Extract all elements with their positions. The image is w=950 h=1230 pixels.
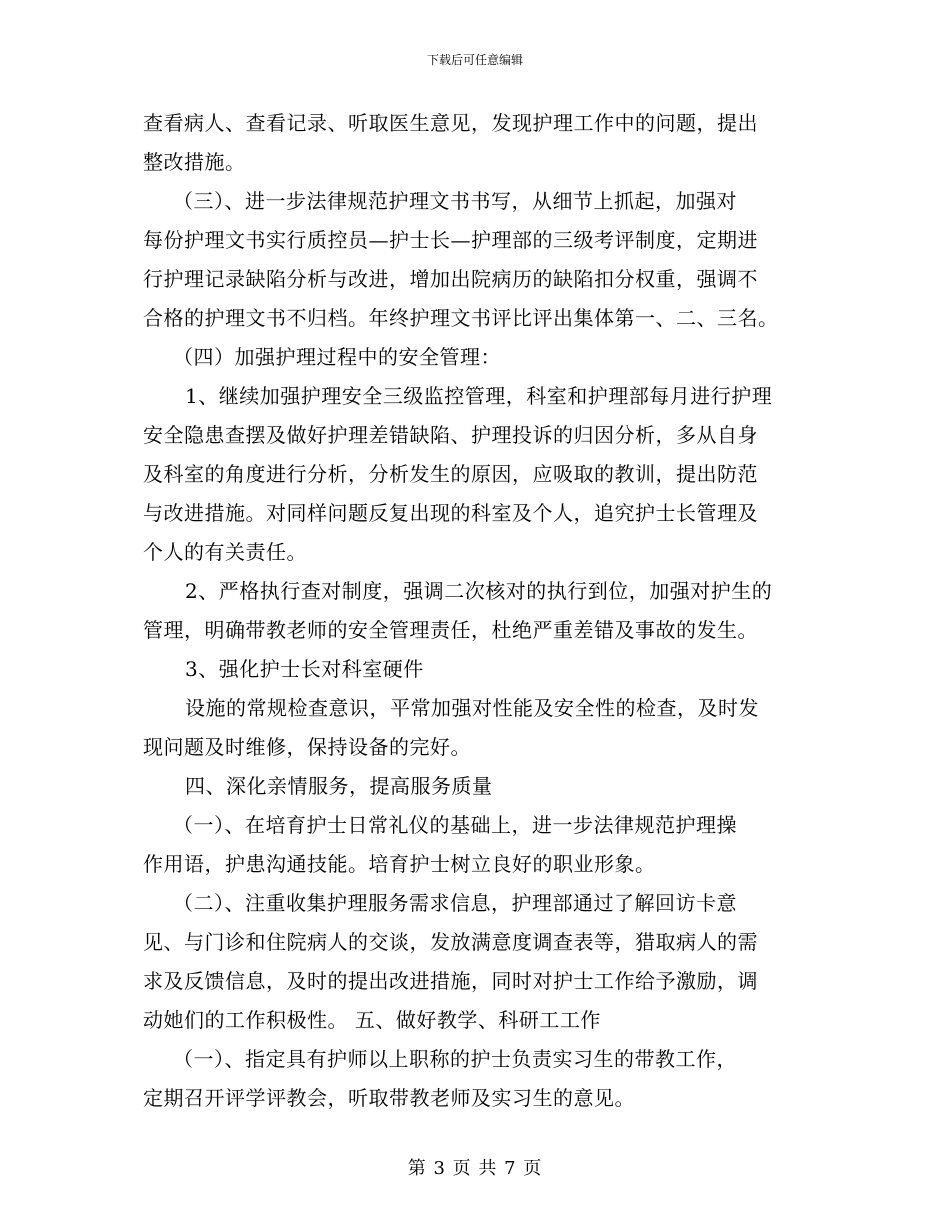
paragraph-line: 整改措施。: [143, 150, 246, 174]
paragraph-line: 动她们的工作积极性。 五、做好教学、科研工工作: [143, 1008, 601, 1032]
paragraph-line: 作用语，护患沟通技能。培育护士树立良好的职业形象。: [143, 852, 656, 876]
paragraph-line: 现问题及时维修，保持设备的完好。: [143, 735, 471, 759]
page-header: 下载后可任意编辑: [426, 53, 523, 67]
paragraph-line: 个人的有关责任。: [143, 540, 307, 564]
paragraph-line: （三）、进一步法律规范护理文书书写，从细节上抓起，加强对: [173, 189, 737, 213]
section-heading: 四、深化亲情服务，提高服务质量: [185, 774, 493, 798]
paragraph-line: 查看病人、查看记录、听取医生意见，发现护理工作中的问题，提出: [143, 111, 758, 135]
paragraph-line: 3、强化护士长对科室硬件: [185, 657, 424, 681]
paragraph-line: （一）、指定具有护师以上职称的护士负责实习生的带教工作，: [173, 1047, 737, 1071]
paragraph-line: 1、继续加强护理安全三级监控管理，科室和护理部每月进行护理: [185, 384, 773, 408]
page-footer: 第 3 页 共 7 页: [407, 1158, 543, 1179]
document-body: [143, 104, 811, 1118]
paragraph-line: 见、与门诊和住院病人的交谈，发放满意度调查表等，猎取病人的需: [143, 930, 758, 954]
paragraph-line: 求及反馈信息，及时的提出改进措施，同时对护士工作给予激励，调: [143, 969, 758, 993]
paragraph-line: 安全隐患查摆及做好护理差错缺陷、护理投诉的归因分析，多从自身: [143, 423, 758, 447]
section-heading: （四）加强护理过程中的安全管理：: [173, 345, 501, 369]
paragraph-line: 行护理记录缺陷分析与改进，增加出院病历的缺陷扣分权重，强调不: [143, 267, 758, 291]
paragraph-line: 设施的常规检查意识，平常加强对性能及安全性的检查，及时发: [185, 696, 759, 720]
paragraph-line: 定期召开评学评教会，听取带教老师及实习生的意见。: [143, 1086, 635, 1110]
paragraph-line: 每份护理文书实行质控员—护士长—护理部的三级考评制度，定期进: [143, 228, 758, 252]
paragraph-line: 及科室的角度进行分析，分析发生的原因，应吸取的教训，提出防范: [143, 462, 758, 486]
paragraph-line: （一）、在培育护士日常礼仪的基础上，进一步法律规范护理操: [173, 813, 737, 837]
paragraph-line: 与改进措施。对同样问题反复出现的科室及个人，追究护士长管理及: [143, 501, 758, 525]
paragraph-line: 管理，明确带教老师的安全管理责任，杜绝严重差错及事故的发生。: [143, 618, 758, 642]
paragraph-line: 2、严格执行查对制度，强调二次核对的执行到位，加强对护生的: [185, 579, 773, 603]
paragraph-line: 合格的护理文书不归档。年终护理文书评比评出集体第一、二、三名。: [143, 306, 779, 330]
paragraph-line: （二）、注重收集护理服务需求信息，护理部通过了解回访卡意: [173, 891, 737, 915]
